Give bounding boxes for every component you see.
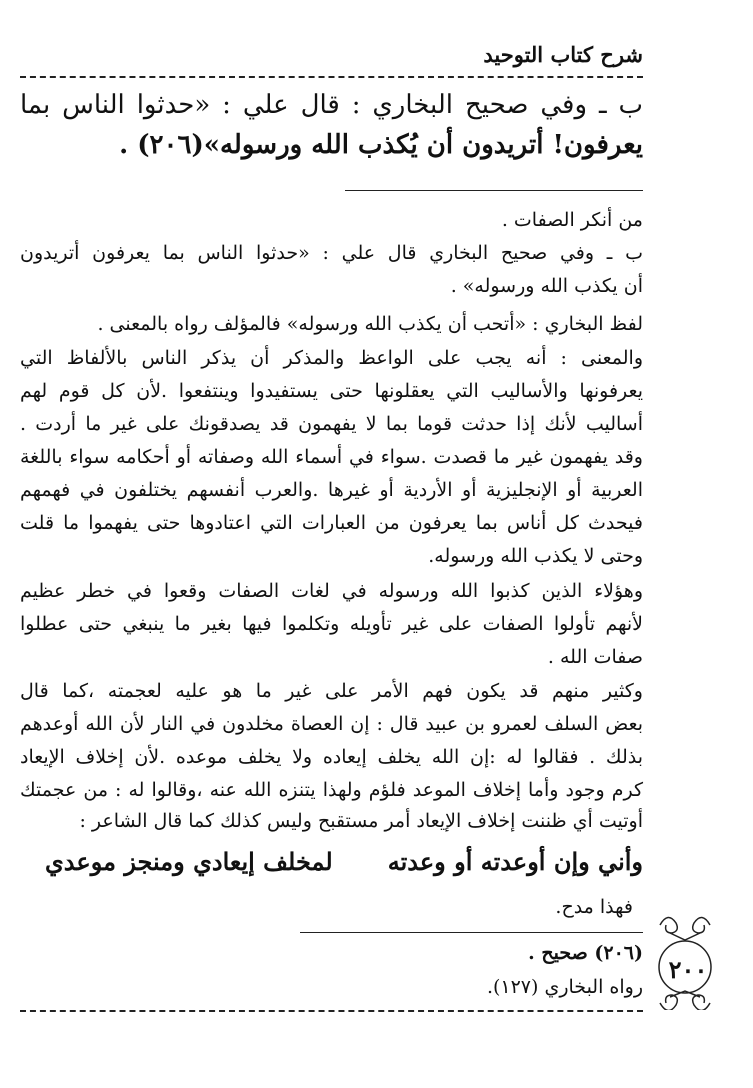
header-rule [20, 76, 643, 78]
closing-remark: فهذا مدح. [555, 896, 633, 918]
body-line-18: كرم وجود وأما إخلاف الموعد فلؤم ولهذا يتنزه الله عنه ،وقالوا له : من عجمتك [20, 779, 643, 801]
body-line-12: وهؤلاء الذين كذبوا الله ورسوله في لغات الصفات وقعوا في خطر عظيم [20, 580, 643, 602]
section-divider [345, 190, 643, 191]
footnote-divider [300, 932, 643, 933]
body-line-5: والمعنى : أنه يجب على الواعظ والمذكر أن يذكر الناس بالألفاظ التي [20, 347, 643, 369]
body-line-10: فيحدث كل أناس بما يعرفون من العبارات التي اعتادوها حتى يفهموا ما قلت [20, 512, 643, 534]
footnote-source: رواه البخاري (١٢٧). [486, 976, 643, 998]
body-line-4: لفظ البخاري : «أتحب أن يكذب الله ورسوله» فالمؤلف رواه بالمعنى . [97, 313, 643, 335]
footer-rule [20, 1010, 643, 1012]
body-line-16: بعض السلف لعمرو بن عبيد قال : إن العصاة مخلدون في النار لأن الله أوعدهم [20, 713, 643, 735]
top-passage-line-2: يعرفون! أتريدون أن يُكذب الله ورسوله»(٢٠٦) . [119, 130, 643, 160]
running-header: شرح كتاب التوحيد [483, 42, 643, 67]
body-line-3: أن يكذب الله ورسوله» . [450, 275, 643, 297]
page-number: ٢٠٠ [668, 955, 708, 984]
body-line-2: ب ـ وفي صحيح البخاري قال علي : «حدثوا الناس بما يعرفون أتريدون [20, 242, 643, 264]
body-line-7: أساليب لأنك إذا حدثت قوما بما لا يفهمون قد يصدقونك على غير ما أردت . [20, 413, 643, 435]
verse-first-hemistich: وأني وإن أوعدته أو وعدته [387, 847, 643, 876]
body-line-14: صفات الله . [547, 646, 643, 668]
body-line-15: وكثير منهم قد يكون فهم الأمر على غير ما هو عليه لعجمته ،كما قال [20, 680, 643, 702]
body-line-13: لأنهم تأولوا الصفات على غير تأويله وتكلموا فيها بغير ما ينبغي حتى عطلوا [20, 613, 643, 635]
body-line-19: أوتيت أي ظننت إخلاف الإيعاد أمر مستقبح وليس كذلك كما قال الشاعر : [79, 810, 643, 832]
top-passage-line-1: ب ـ وفي صحيح البخاري : قال علي : «حدثوا الناس بما [20, 90, 643, 120]
body-line-9: العربية أو الإنجليزية أو الأردية أو غيرها .والعرب أنفسهم يختلفون في فهمهم [20, 479, 643, 501]
body-line-17: بذلك . فقالوا له :إن الله يخلف إيعاده ولا يخلف موعده .لأن إخلاف الإيعاد [20, 746, 643, 768]
body-line-1: من أنكر الصفات . [501, 209, 643, 231]
body-line-8: وقد يفهمون غير ما قصدت .سواء في أسماء الله وصفاته أو أحكامه سواء باللغة [20, 446, 643, 468]
verse-second-hemistich: لمخلف إيعادي ومنجز موعدي [45, 847, 333, 876]
body-line-11: وحتى لا يكذب الله ورسوله. [428, 545, 643, 567]
footnote-reference: (٢٠٦) صحيح . [528, 942, 643, 964]
body-line-6: يعرفونها والأساليب التي يعقلونها حتى يستفيدوا وينتفعوا .لأن كل قوم لهم [20, 380, 643, 402]
